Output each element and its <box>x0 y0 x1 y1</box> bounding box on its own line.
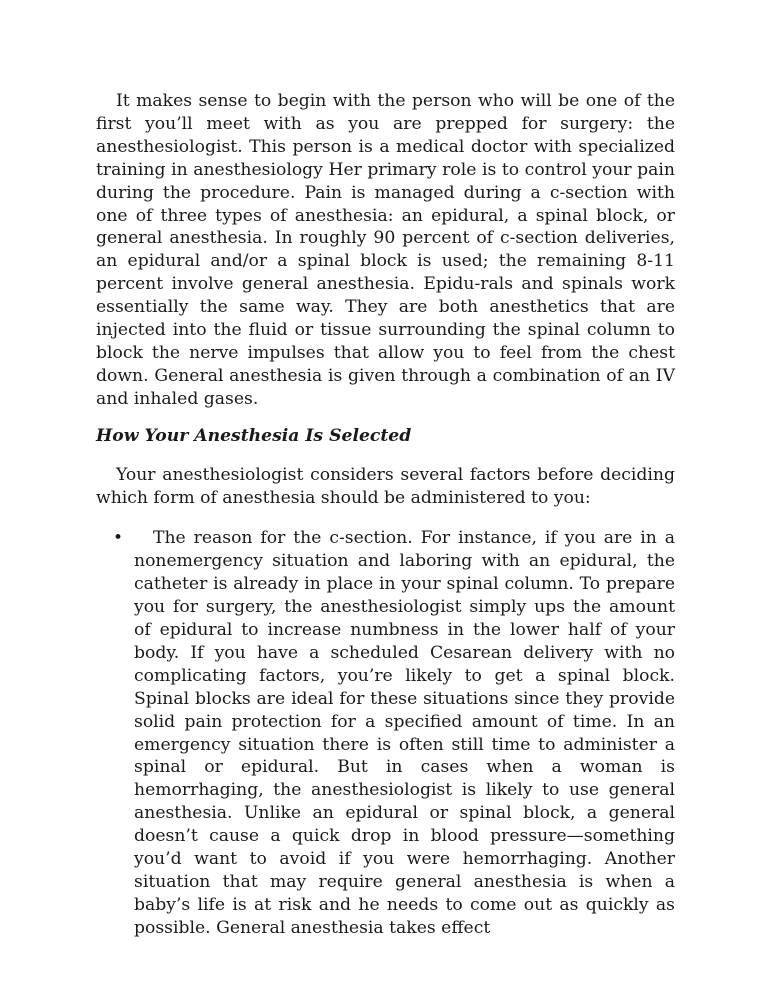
bullet-list-item <box>96 527 675 939</box>
body-paragraph: Your anesthesiologist considers several factors before deciding which form of anesthesia should be administered to you: <box>96 464 675 508</box>
body-paragraph: It makes sense to begin with the person who will be one of the first you’ll meet with as you are prepped for surgery: the anesthesiologist. This person is a medical doctor with specialized training in anesthesiology Her primary role is to control your pain during the procedure. Pain is managed during a c-section with one of three types of anesthesia: an epidural, a spinal block, or general anesthesia. In roughly 90 percent of c-section deliveries, an epidural and/or a spinal block is used; the remaining 8-11 percent involve general anesthesia. Epidu-rals and spinals work essentially the same way. They are both anesthetics that are injected into the fluid or tissue surrounding the spinal column to block the nerve impulses that allow you to feel from the chest down. General anesthesia is given through a combination of an IV and inhaled gases. <box>96 91 675 409</box>
section-heading: How Your Anesthesia Is Selected <box>96 425 412 446</box>
document-page <box>96 90 675 940</box>
bullet-text: The reason for the c-section. For instance, if you are in a nonemergency situation and laboring with an epidural, the catheter is already in place in your spinal column. To prepare you for surgery, the anesthesiologist simply ups the amount of epidural to increase numbness in the lower half of your body. If you have a scheduled Cesarean delivery with no complicating factors, you’re likely to get a spinal block. Spinal blocks are ideal for these situations since they provide solid pain protection for a specified amount of time. In an emergency situation there is often still time to administer a spinal or epidural. But in cases when a woman is hemorrhaging, the anesthesiologist is likely to use general anesthesia. Unlike an epidural or spinal block, a general doesn’t cause a quick drop in blood pressure—something you’d want to avoid if you were hemorrhaging. Another situation that may require general anesthesia is when a baby’s life is at risk and he needs to come out as quickly as possible. General anesthesia takes effect <box>134 528 675 938</box>
bullet-icon: • <box>113 528 124 549</box>
